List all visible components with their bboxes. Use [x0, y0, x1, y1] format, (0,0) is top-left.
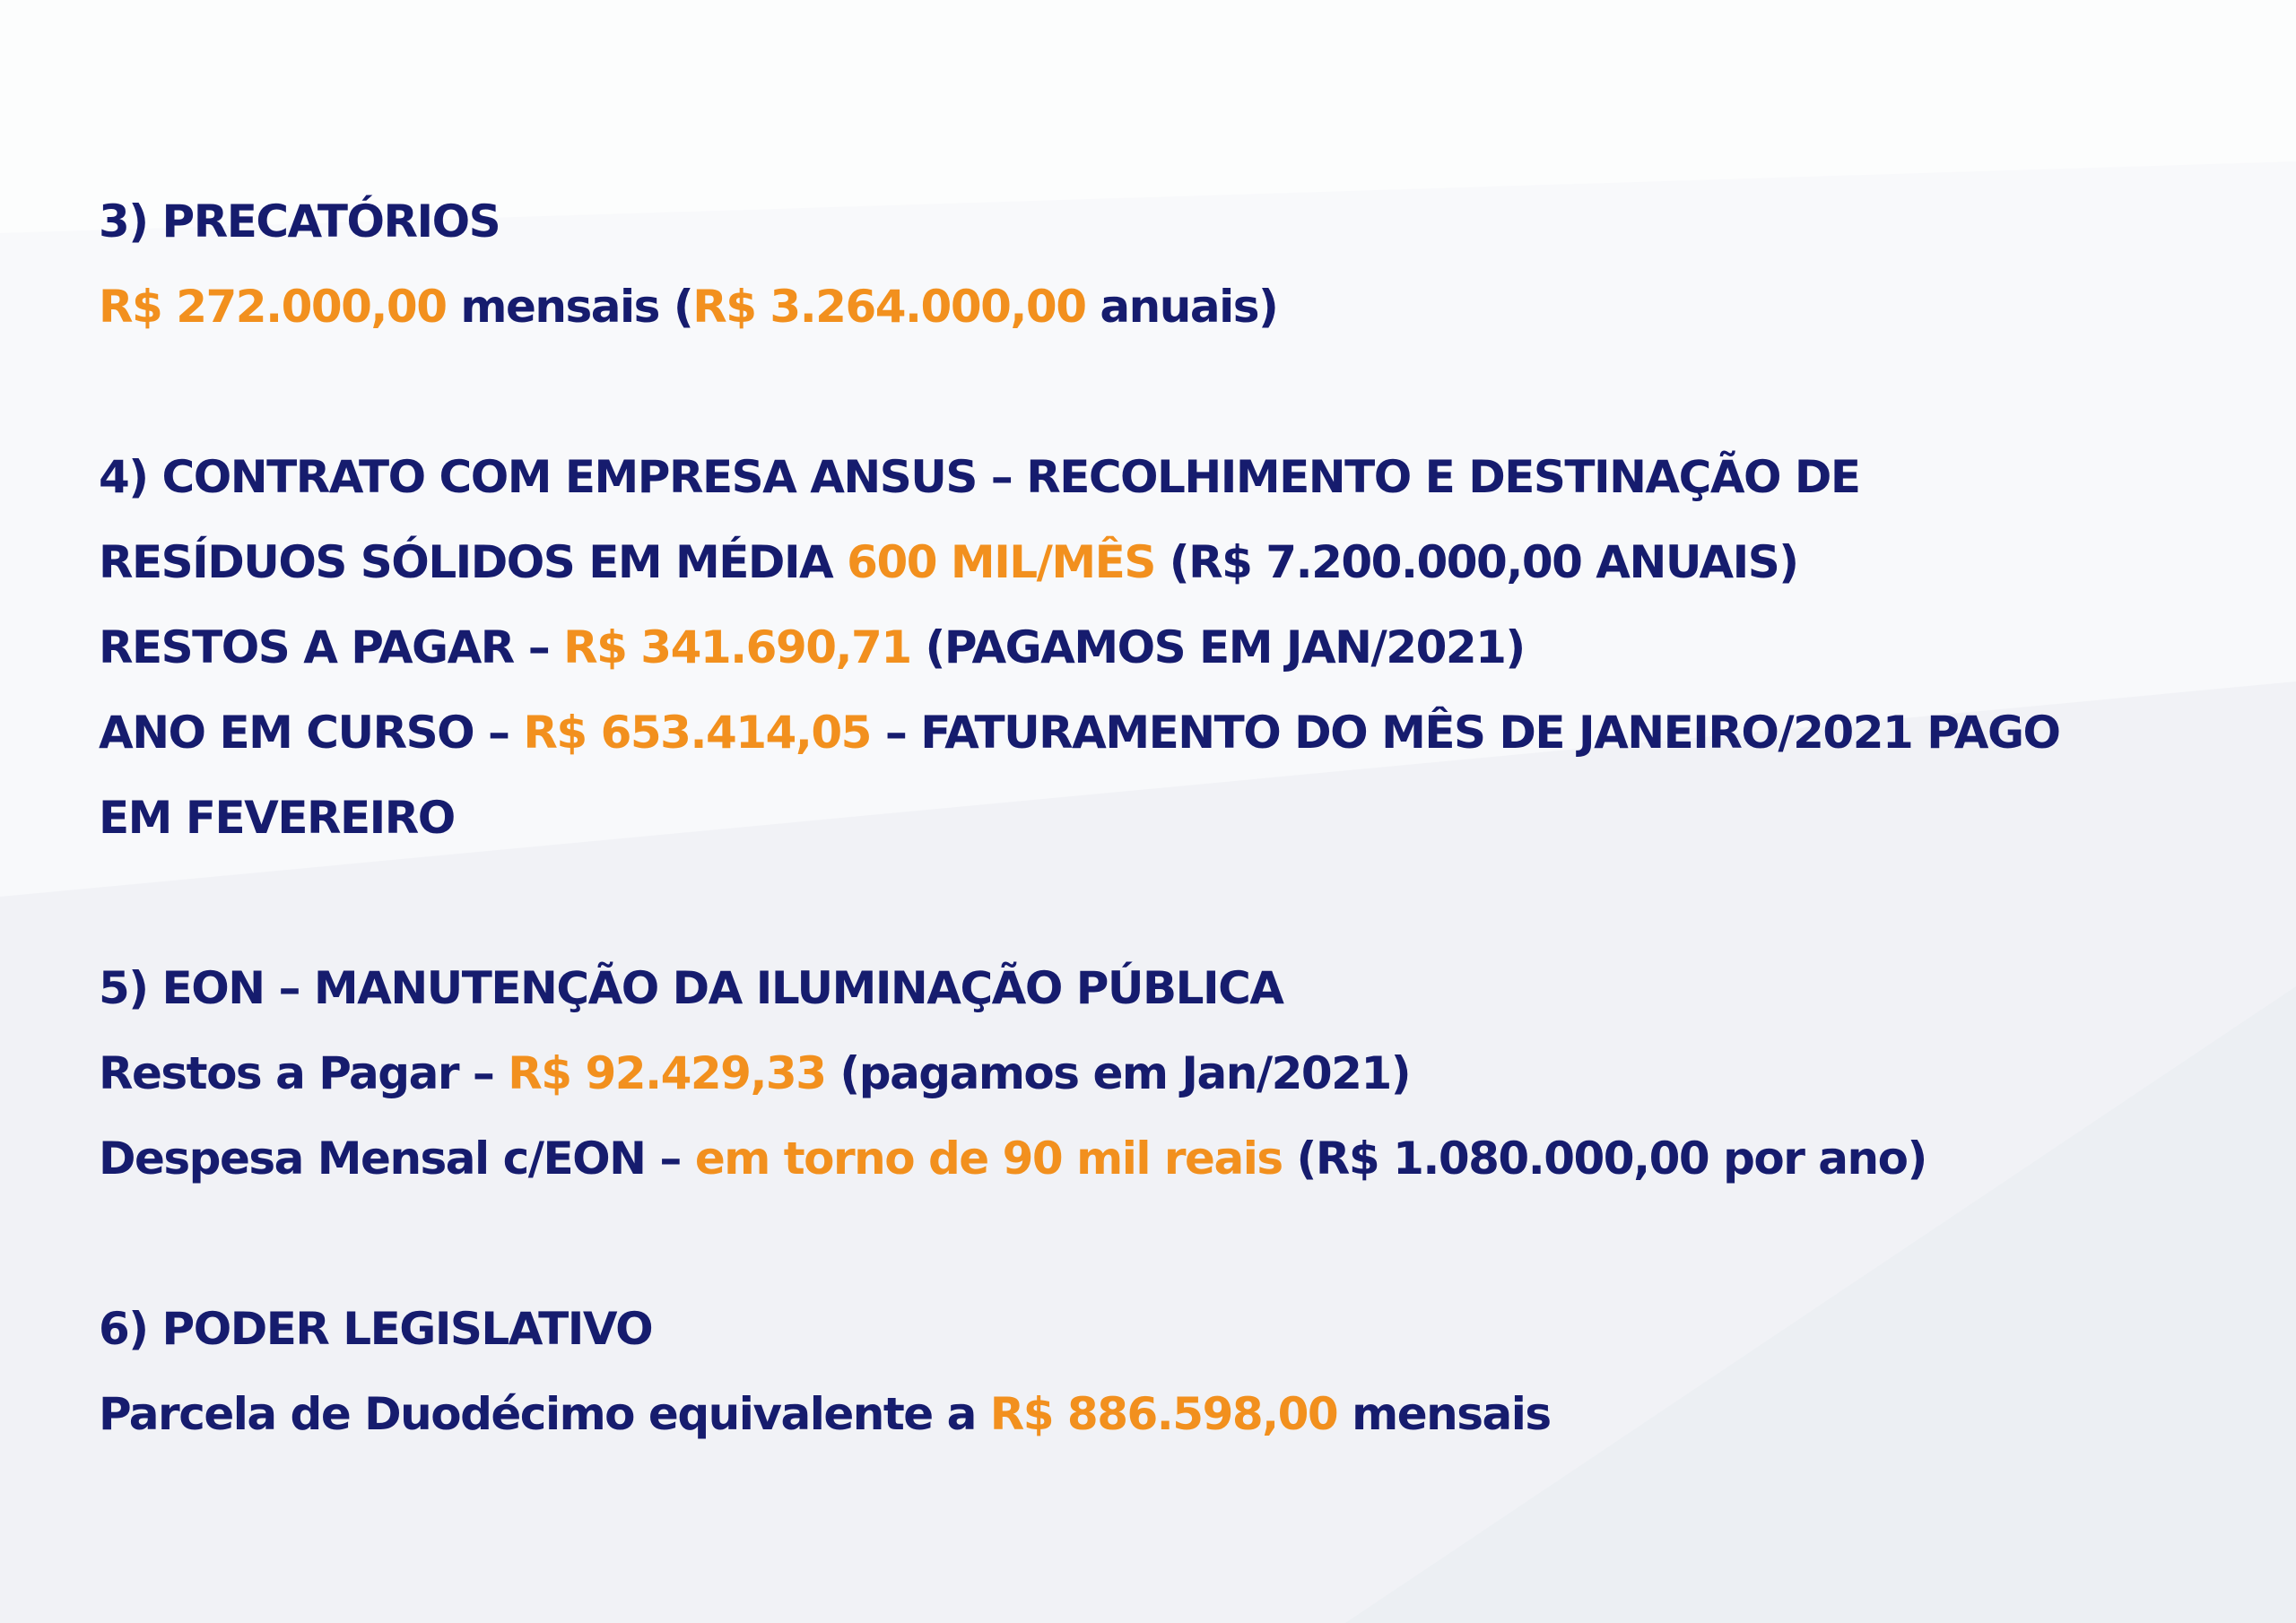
text-segment: (pagamos em Jan/2021): [825, 1047, 1411, 1099]
text-segment: mensais (: [446, 281, 693, 333]
text-segment: 5) EON – MANUTENÇÃO DA ILUMINAÇÃO PÚBLICA: [99, 962, 1283, 1014]
restos-amount: R$ 341.690,71: [563, 621, 911, 673]
ansus-restos-line: [99, 605, 2251, 690]
ansus-ano-curso-line: [99, 690, 2251, 776]
text-segment: (R$ 1.080.000,00 por ano): [1282, 1133, 1926, 1185]
text-segment: Despesa Mensal c/EON –: [99, 1133, 695, 1185]
text-segment: mensais: [1337, 1388, 1551, 1440]
eon-restos-line: [99, 1031, 2251, 1116]
ansus-continuation-line: [99, 776, 2251, 861]
text-segment: ANO EM CURSO –: [99, 707, 524, 759]
text-segment: EM FEVEREIRO: [99, 792, 455, 844]
eon-despesa-line: [99, 1116, 2251, 1202]
document-body: [99, 179, 2251, 1457]
text-segment: 6) PODER LEGISLATIVO: [99, 1303, 653, 1355]
eon-monthly-estimate: em torno de 90 mil reais: [694, 1133, 1283, 1185]
text-segment: RESÍDUOS SÓLIDOS EM MÉDIA: [99, 536, 848, 588]
duodecimo-amount: R$ 886.598,00: [989, 1388, 1338, 1440]
text-segment: Parcela de Duodécimo equivalente a: [99, 1388, 990, 1440]
legislativo-duodecimo-line: [99, 1372, 2251, 1457]
ansus-average-line: [99, 520, 2251, 605]
section-title-precatorios: [99, 179, 2251, 265]
text-segment: Restos a Pagar –: [99, 1047, 509, 1099]
precatorios-amount-line: [99, 265, 2251, 350]
monthly-amount: R$ 272.000,00: [99, 281, 447, 333]
average-amount: 600 MIL/MÊS: [847, 536, 1155, 588]
text-segment: – FATURAMENTO DO MÊS DE JANEIRO/2021 PAGO: [870, 707, 2060, 759]
text-segment: 4) CONTRATO COM EMPRESA ANSUS – RECOLHIMENTO E DESTINAÇÃO DE: [99, 451, 1860, 503]
text-segment: anuais): [1085, 281, 1278, 333]
section-title-eon: [99, 946, 2251, 1031]
text-segment: (R$ 7.200.000,00 ANUAIS): [1154, 536, 1798, 588]
text-segment: RESTOS A PAGAR –: [99, 621, 564, 673]
text-segment: (PAGAMOS EM JAN/2021): [910, 621, 1525, 673]
section-title-ansus: [99, 435, 2251, 520]
ano-curso-amount: R$ 653.414,05: [523, 707, 871, 759]
eon-restos-amount: R$ 92.429,33: [508, 1047, 826, 1099]
annual-amount: R$ 3.264.000,00: [692, 281, 1086, 333]
section-title-legislativo: [99, 1287, 2251, 1372]
text-segment: 3) PRECATÓRIOS: [99, 195, 500, 247]
